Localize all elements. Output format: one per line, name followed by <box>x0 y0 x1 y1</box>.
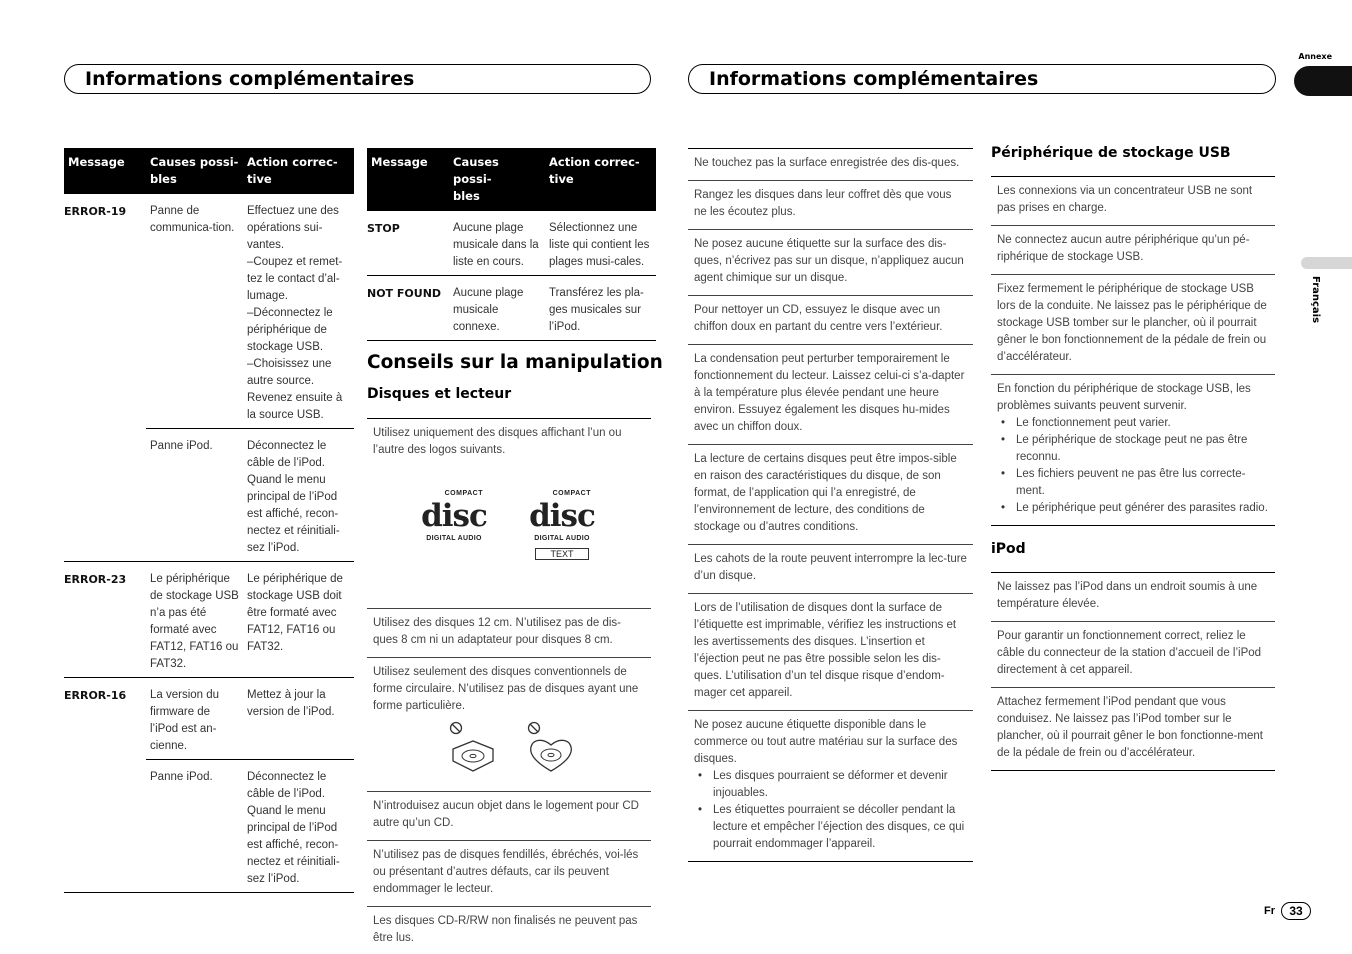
list-item <box>688 710 973 861</box>
logo-disc-text: disc <box>529 498 595 534</box>
table-header-row <box>64 148 354 194</box>
error-code: NOT FOUND <box>367 276 449 341</box>
language-label: Français <box>1310 276 1321 324</box>
error-code: ERROR-19 <box>64 205 127 218</box>
usb-list <box>991 176 1275 526</box>
error-code: STOP <box>367 222 400 235</box>
handling-title: Conseils sur la manipulation <box>367 352 663 373</box>
list-item <box>688 593 973 710</box>
annexe-label: Annexe <box>1298 52 1332 61</box>
label-warning-text: Ne posez aucune étiquette disponible dans le commerce ou tout autre matériau sur la surface des disques. <box>694 719 958 765</box>
list-item <box>367 840 651 906</box>
ipod-title: iPod <box>991 541 1026 557</box>
tip-text: Ne posez aucune étiquette sur la surface des dis-ques, n’écrivez pas sur un disque, n’appliquez aucun agent chimique sur un disque. <box>694 238 964 284</box>
error-table-2 <box>367 148 656 341</box>
ipod-text: Pour garantir un fonctionnement correct, reliez le câble du connecteur de la station d’accueil de l’iPod directement à cet appareil. <box>997 630 1262 676</box>
label-warning-bullets <box>694 768 967 853</box>
tip-text: Rangez les disques dans leur coffret dès que vous ne les écoutez plus. <box>694 189 952 218</box>
usb-text: Les connexions via un concentrateur USB ne sont pas prises en charge. <box>997 185 1253 214</box>
action-cell: Transférez les pla-ges musicales sur l’iPod. <box>545 276 656 341</box>
cause-cell: La version du firmware de l’iPod est an-cienne. <box>146 678 243 760</box>
cause-cell: Panne iPod. <box>146 429 243 562</box>
header-causes: Causes possi- bles <box>449 148 545 211</box>
action-cell: Mettez à jour la version de l’iPod. <box>243 678 354 760</box>
usb-text: Fixez fermement le périphérique de stockage USB lors de la conduite. Ne laissez pas le périphérique de stockage USB tomber sur le plancher, où il pourrait gêner le bon fonctionnement de la pédale de frein ou d’accélérateur. <box>997 283 1267 363</box>
list-item <box>688 444 973 544</box>
header-causes: Causes possi- bles <box>146 148 243 194</box>
list-item <box>367 906 651 954</box>
list-item <box>991 274 1275 374</box>
table-row <box>64 678 354 760</box>
list-item <box>688 344 973 444</box>
list-item <box>367 791 651 840</box>
ipod-list <box>991 572 1275 771</box>
logo-text-label: TEXT <box>535 548 588 560</box>
bullet-item: • Les fichiers peuvent ne pas être lus correcte-ment. <box>997 466 1269 500</box>
handling-list <box>367 418 651 954</box>
list-item <box>367 418 651 608</box>
page-number <box>1264 902 1311 920</box>
odd-shape-discs <box>373 715 645 783</box>
bullet-item: • Les étiquettes pourraient se décoller pendant la lecture et empêcher l’éjection des disques, ce qui pourrait endommager l’appareil. <box>694 802 967 853</box>
list-item <box>991 176 1275 225</box>
list-item <box>688 229 973 295</box>
list-item <box>367 657 651 791</box>
bullet-item: • Le périphérique peut générer des parasites radio. <box>997 500 1269 517</box>
usb-problems <box>997 415 1269 517</box>
disc-logos <box>373 459 645 600</box>
error-code: ERROR-16 <box>64 678 146 893</box>
tip-text: La lecture de certains disques peut être impos-sible en raison des caractéristiques du disque, de son format, de l’application qui l’a enregistré, de l’environnement de lecture, des conditions de stockage ou d’autres conditions. <box>694 453 957 533</box>
list-item <box>991 572 1275 621</box>
ipod-text: Ne laissez pas l’iPod dans un endroit soumis à une température élevée. <box>997 581 1258 610</box>
table-row <box>64 562 354 678</box>
header-message: Message <box>64 148 146 194</box>
tip-text: Lors de l’utilisation de disques dont la surface de l’étiquette est imprimable, vérifiez les instructions et les avertissements des disques. L’insertion et l’éjection peut ne pas être possible selon les dis-ques. L’utilisation d’un tel disque risque d’endom-mager cet appareil. <box>694 602 957 699</box>
page-number-badge: 33 <box>1281 902 1311 920</box>
action-cell: Le périphérique de stockage USB doit être formaté avec FAT12, FAT16 ou FAT32. <box>243 562 354 678</box>
header-action: Action correc- tive <box>243 148 354 194</box>
tip-text: Les cahots de la route peuvent interrompre la lec-ture d’un disque. <box>694 553 967 582</box>
tip-text: Pour nettoyer un CD, essuyez le disque avec un chiffon doux en partant du centre vers l’extérieur. <box>694 304 943 333</box>
usb-text: Ne connectez aucun autre périphérique qu’un pé-riphérique de stockage USB. <box>997 234 1250 263</box>
bullet-item: • Le périphérique de stockage peut ne pas être reconnu. <box>997 432 1269 466</box>
list-item <box>991 374 1275 525</box>
tip-text: Ne touchez pas la surface enregistrée des dis-ques. <box>694 157 960 169</box>
list-item <box>688 148 973 180</box>
disc-shape-text: Utilisez seulement des disques conventionnels de forme circulaire. N’utilisez pas de disques ayant une forme particulière. <box>373 666 639 712</box>
table-row <box>367 276 656 341</box>
cause-cell: Aucune plage musicale connexe. <box>449 276 545 341</box>
prohibited-heart-disc-icon <box>527 721 575 775</box>
usb-problems-intro: En fonction du périphérique de stockage USB, les problèmes suivants peuvent survenir. <box>997 383 1251 412</box>
tip-text: La condensation peut perturber temporairement le fonctionnement du lecteur. Laissez celui-ci s’a-dapter à la température plus élevée pendant une heure environ. Essuyez également les disques hu-mides avec un chiffon doux. <box>694 353 965 433</box>
disc-size-text: Utilisez des disques 12 cm. N’utilisez pas de dis-ques 8 cm ni un adaptateur pour disques 8 cm. <box>373 617 621 646</box>
list-item <box>991 687 1275 770</box>
ipod-text: Attachez fermement l’iPod pendant que vous conduisez. Ne laissez pas l’iPod tomber sur le plancher, où il pourrait gêner le bon fonctionne-ment de la pédale de frein ou d’accélérateur. <box>997 696 1263 759</box>
action-cell: Déconnectez le câble de l’iPod. Quand le menu principal de l’iPod est affiché, recon-nectez et réinitiali-sez l’iPod. <box>243 429 354 562</box>
disc-tips-list <box>688 148 973 862</box>
cause-cell: Panne de communica-tion. <box>150 205 235 234</box>
prohibited-octagon-disc-icon <box>449 721 497 775</box>
logo-digital-audio-text: DIGITAL AUDIO <box>426 535 482 542</box>
error-code: ERROR-23 <box>64 562 146 678</box>
cdr-text: Les disques CD-R/RW non finalisés ne peuvent pas être lus. <box>373 915 638 944</box>
logo-compact-text: COMPACT <box>552 490 591 497</box>
table-row <box>64 194 354 429</box>
cracked-text: N’utilisez pas de disques fendillés, ébréchés, voi-lés ou présentant d’autres défauts, car ils peuvent endommager le lecteur. <box>373 849 639 895</box>
list-item <box>688 180 973 229</box>
list-item <box>688 544 973 593</box>
cause-cell: Le périphérique de stockage USB n’a pas été formaté avec FAT12, FAT16 ou FAT32. <box>146 562 243 678</box>
logos-text: Utilisez uniquement des disques affichant l’un ou l’autre des logos suivants. <box>373 427 622 456</box>
list-item <box>991 621 1275 687</box>
left-section-header: Informations complémentaires <box>64 64 651 94</box>
language-tab <box>1301 257 1352 269</box>
bullet-item: • Les disques pourraient se déformer et devenir injouables. <box>694 768 967 802</box>
error-table-1 <box>64 148 354 893</box>
object-text: N’introduisez aucun objet dans le logement pour CD autre qu’un CD. <box>373 800 639 829</box>
logo-digital-audio-text: DIGITAL AUDIO <box>534 535 590 542</box>
list-item <box>688 295 973 344</box>
action-cell: Sélectionnez une liste qui contient les plages musi-cales. <box>549 222 650 268</box>
list-item <box>991 225 1275 274</box>
action-cell: Déconnectez le câble de l’iPod. Quand le menu principal de l’iPod est affiché, recon-nectez et réinitiali-sez l’iPod. <box>243 760 354 893</box>
cause-cell: Panne iPod. <box>146 760 243 893</box>
usb-title: Périphérique de stockage USB <box>991 145 1231 161</box>
table-header-row <box>367 148 656 211</box>
logo-compact-text: COMPACT <box>444 490 483 497</box>
section-tab <box>1294 66 1352 96</box>
handling-subtitle: Disques et lecteur <box>367 386 512 402</box>
right-section-header: Informations complémentaires <box>688 64 1276 94</box>
table-row <box>367 211 656 276</box>
list-item <box>367 608 651 657</box>
logo-disc-text: disc <box>421 498 487 534</box>
header-action: Action correc- tive <box>545 148 656 211</box>
bullet-item: • Le fonctionnement peut varier. <box>997 415 1269 432</box>
cause-cell: Aucune plage musicale dans la liste en cours. <box>453 222 539 268</box>
compact-disc-text-logo <box>529 485 595 560</box>
header-message: Message <box>367 148 449 211</box>
compact-disc-logo <box>421 485 487 560</box>
action-cell: Effectuez une des opérations sui-vantes. –Coupez et remet-tez le contact d’al-lumage. –Déconnectez le périphérique de stockage USB. –Choisissez une autre source. Revenez ensuite à la source USB. <box>247 205 343 421</box>
language-code: Fr <box>1264 905 1275 917</box>
